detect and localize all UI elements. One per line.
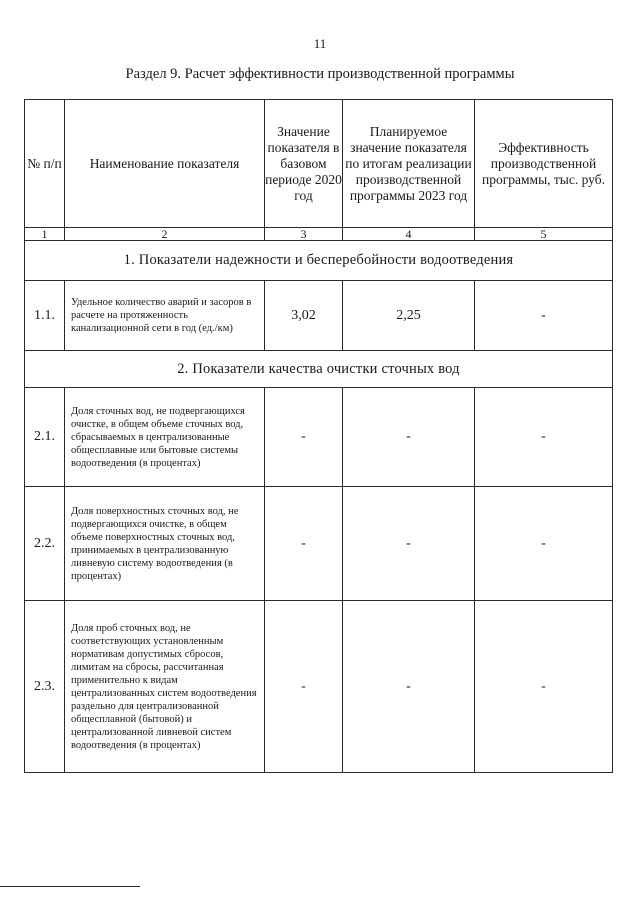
header-base-value: Значение показателя в базовом периоде 2020 год xyxy=(265,100,343,228)
section-title: 1. Показатели надежности и бесперебойности водоотведения xyxy=(25,241,613,281)
indicator-name: Удельное количество аварий и засоров в расчете на протяженность канализационной сети в год (ед./км) xyxy=(65,281,265,351)
planned-value: - xyxy=(343,487,475,601)
efficiency-value: - xyxy=(475,601,613,773)
header-planned-value: Планируемое значение показателя по итогам реализации производственной программы 2023 год xyxy=(343,100,475,228)
indicator-name: Доля сточных вод, не подвергающихся очистке, в общем объеме сточных вод, сбрасываемых в централизованные общесплавные или бытовые системы водоотведения (в процентах) xyxy=(65,388,265,487)
row-number: 1.1. xyxy=(25,281,65,351)
table-row xyxy=(25,487,613,601)
row-number: 2.2. xyxy=(25,487,65,601)
indicator-name: Доля проб сточных вод, не соответствующих установленным нормативам допустимых сбросов, лимитам на сбросы, рассчитанная применительно к видам централизованных систем водоотведения раздельно для централизованной общесплавной (бытовой) и централизованной ливневой систем водоотведения (в процентах) xyxy=(65,601,265,773)
page-number: 11 xyxy=(313,36,327,51)
col-number: 5 xyxy=(475,228,613,241)
efficiency-value: - xyxy=(475,388,613,487)
planned-value: - xyxy=(343,601,475,773)
base-value: - xyxy=(265,601,343,773)
planned-value: - xyxy=(343,388,475,487)
row-number: 2.1. xyxy=(25,388,65,487)
col-number: 3 xyxy=(265,228,343,241)
planned-value: 2,25 xyxy=(343,281,475,351)
col-number: 4 xyxy=(343,228,475,241)
base-value: - xyxy=(265,388,343,487)
indicator-name: Доля поверхностных сточных вод, не подвергающихся очистке, в общем объеме поверхностных сточных вод, принимаемых в централизованную ливневую систему водоотведения (в процентах) xyxy=(65,487,265,601)
table-row xyxy=(25,388,613,487)
base-value: 3,02 xyxy=(265,281,343,351)
base-value: - xyxy=(265,487,343,601)
efficiency-value: - xyxy=(475,281,613,351)
col-number: 2 xyxy=(65,228,265,241)
header-efficiency: Эффективность производственной программы, тыс. руб. xyxy=(475,100,613,228)
section-title: 2. Показатели качества очистки сточных вод xyxy=(25,351,613,388)
section-row xyxy=(25,241,613,281)
footer-divider xyxy=(0,886,140,887)
header-name: Наименование показателя xyxy=(65,100,265,228)
efficiency-table xyxy=(24,99,613,773)
efficiency-value: - xyxy=(475,487,613,601)
col-number: 1 xyxy=(25,228,65,241)
section-row xyxy=(25,351,613,388)
header-num: № п/п xyxy=(25,100,65,228)
page-title: Раздел 9. Расчет эффективности производственной программы xyxy=(125,66,515,82)
row-number: 2.3. xyxy=(25,601,65,773)
table-row xyxy=(25,281,613,351)
table-row xyxy=(25,601,613,773)
